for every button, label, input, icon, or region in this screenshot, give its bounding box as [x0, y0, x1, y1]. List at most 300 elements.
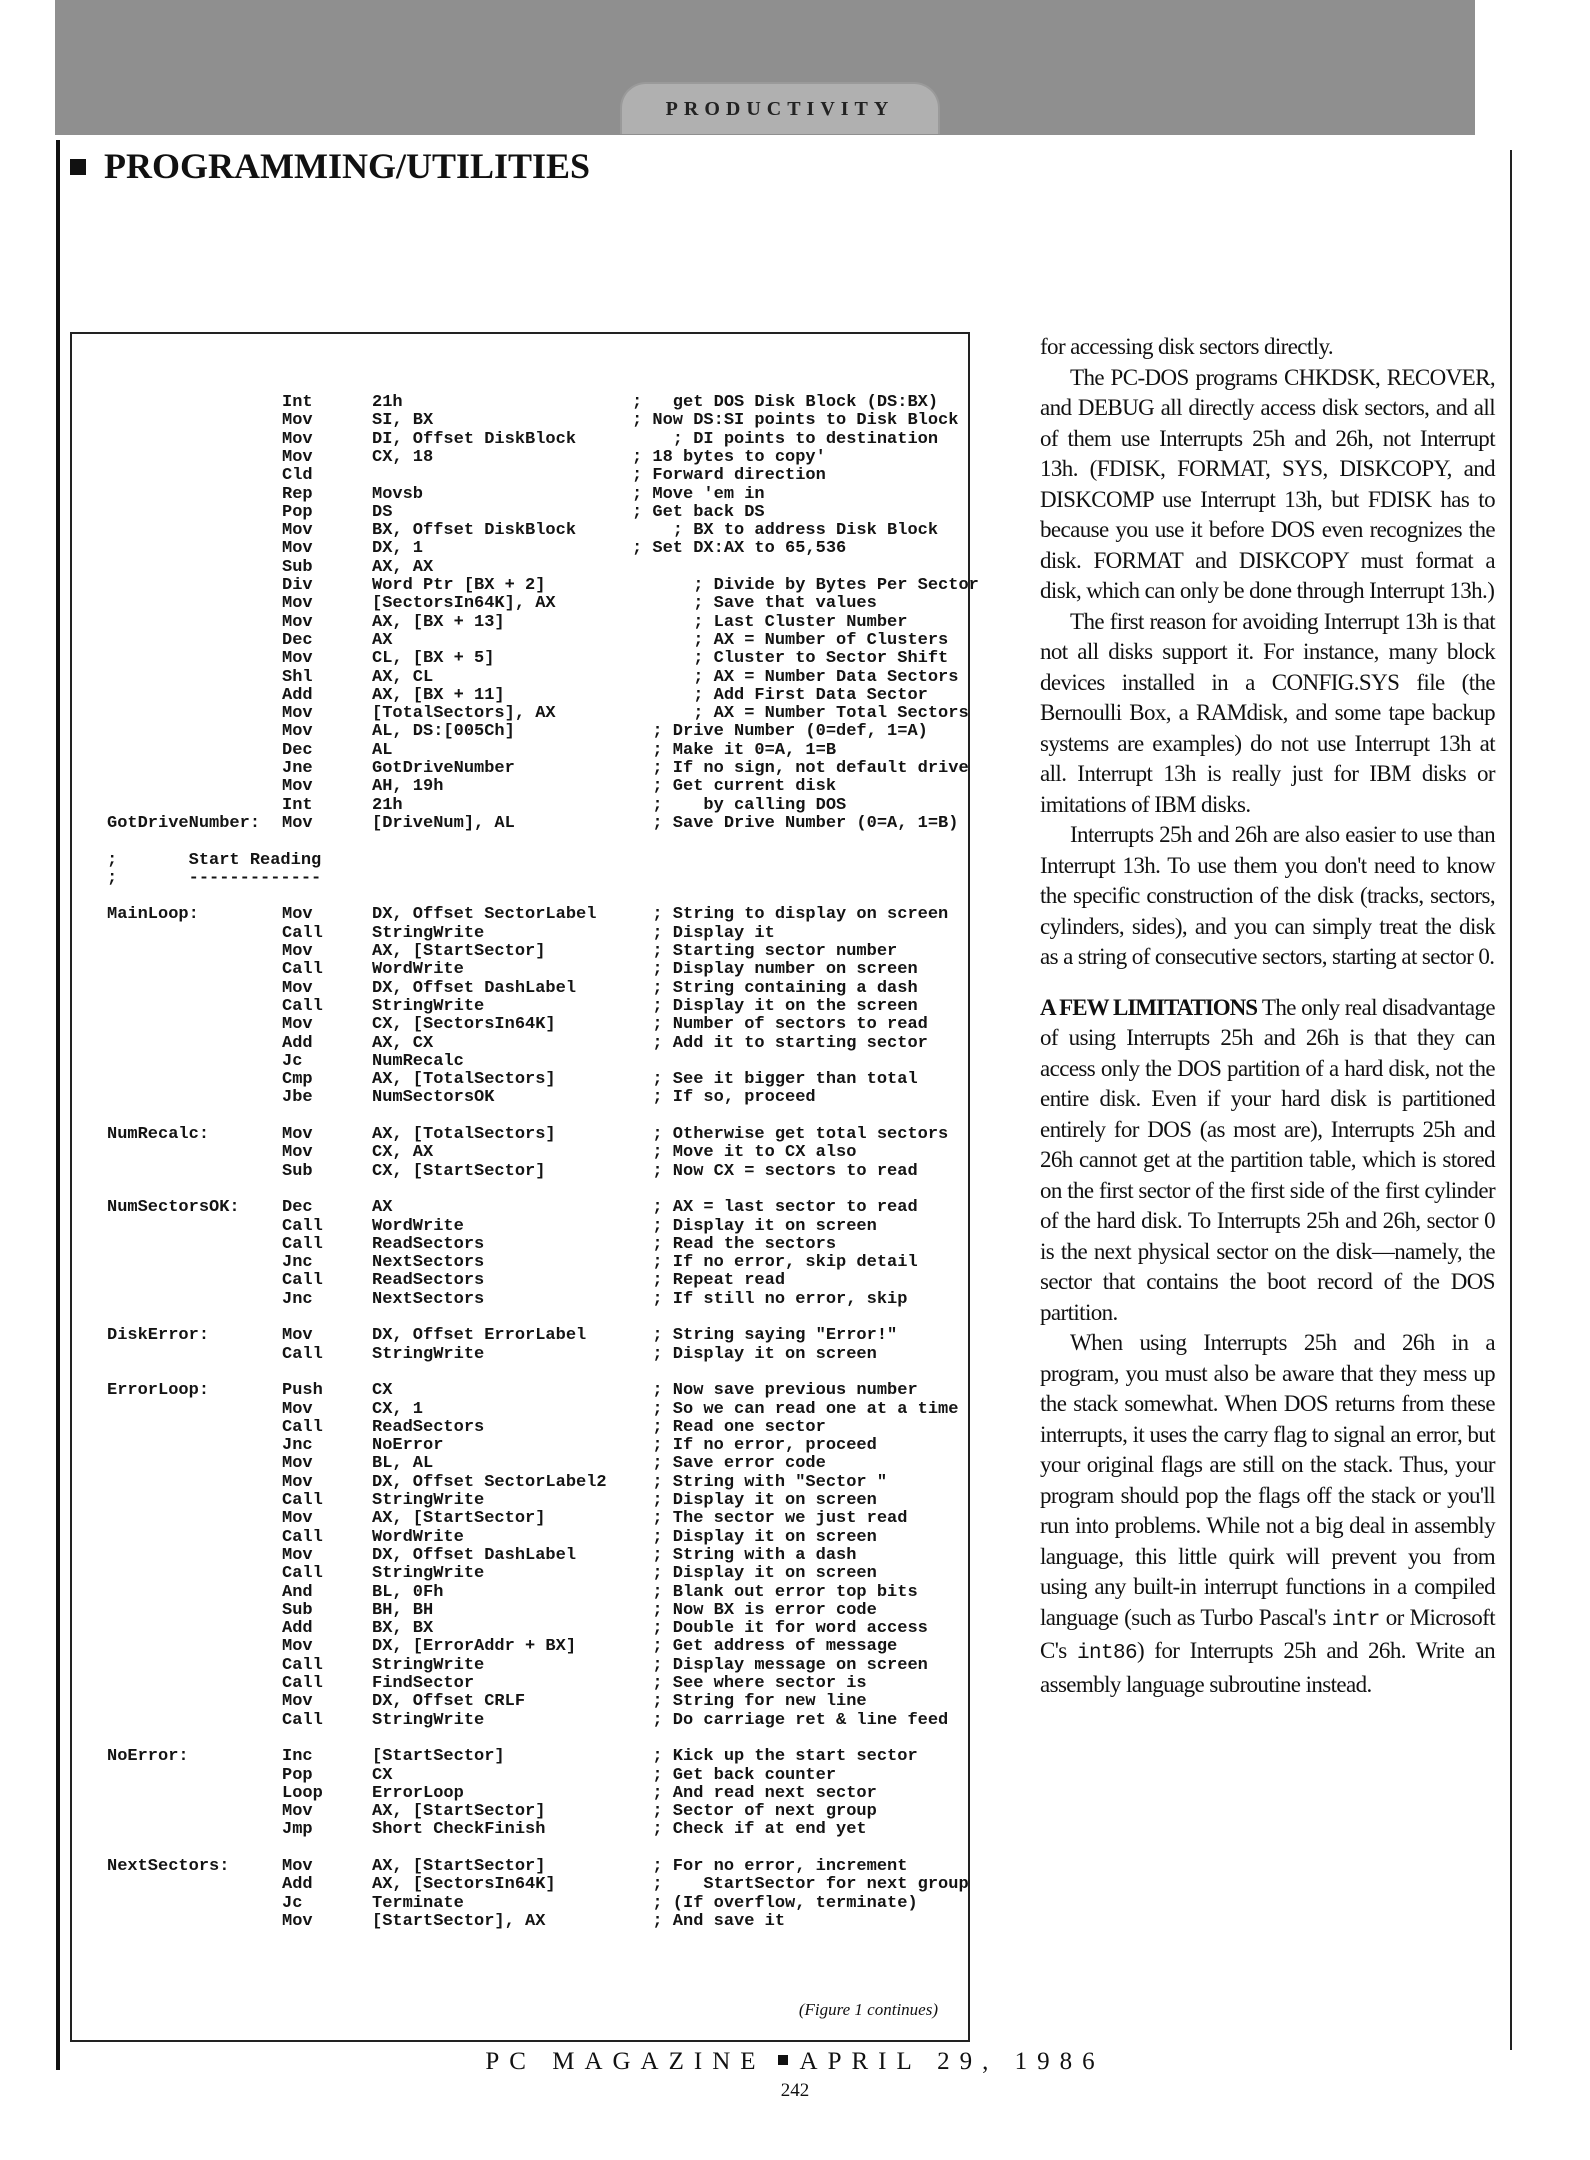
code-comment: ; Otherwise get total sectors: [632, 1125, 949, 1144]
code-operand: StringWrite: [372, 923, 485, 943]
code-comment: ; AX = Number Data Sectors: [632, 667, 959, 687]
code-label: NextSectors:: [107, 1857, 230, 1876]
figure-continues-note: (Figure 1 continues): [798, 2000, 938, 2019]
code-comment: ; Double it for word access: [632, 1619, 928, 1639]
code-operand: DX, Offset DashLabel: [372, 978, 577, 998]
code-operand: DX, Offset SectorLabel: [372, 905, 597, 925]
code-instruction: Mov: [282, 1509, 313, 1529]
article-paragraph: for accessing disk sectors directly.: [1040, 334, 1334, 359]
code-instruction: Dec: [282, 1198, 313, 1218]
code-instruction: Jmp: [282, 1820, 313, 1840]
code-comment: ; Blank out error top bits: [632, 1582, 918, 1602]
code-instruction: Mov: [282, 1454, 313, 1474]
code-comment: ; get DOS Disk Block (DS:BX): [632, 393, 939, 412]
code-comment: ; StartSector for next group: [632, 1875, 969, 1895]
code-comment: ; See it bigger than total: [632, 1070, 918, 1090]
code-line: [72, 1181, 952, 1199]
column-rule: [1510, 150, 1512, 2050]
code-comment: ; by calling DOS: [632, 795, 847, 815]
code-line: [72, 1858, 952, 1876]
code-operand: WordWrite: [372, 1216, 464, 1236]
code-label: NumRecalc:: [107, 1125, 210, 1144]
code-instruction: Mov: [282, 411, 313, 431]
code-instruction: Mov: [282, 1125, 313, 1144]
code-label: ; Start Reading: [107, 850, 322, 870]
code-instruction: Int: [282, 795, 313, 815]
code-label: NoError:: [107, 1747, 189, 1767]
code-line: [72, 1474, 952, 1492]
code-instruction: Sub: [282, 1161, 313, 1181]
code-operand: DS: [372, 502, 393, 522]
code-line: [72, 1419, 952, 1437]
code-comment: ; Last Cluster Number: [632, 612, 908, 632]
code-line: [72, 1455, 952, 1473]
code-line: [72, 1785, 952, 1803]
code-instruction: Add: [282, 1033, 313, 1053]
code-comment: ; Make it 0=A, 1=B: [632, 740, 837, 760]
code-instruction: Jnc: [282, 1253, 313, 1273]
code-instruction: Rep: [282, 484, 313, 504]
code-label: NumSectorsOK:: [107, 1198, 240, 1218]
code-instruction: Jne: [282, 759, 313, 778]
code-operand: NumRecalc: [372, 1051, 464, 1071]
code-line: [72, 650, 952, 668]
code-operand: Word Ptr [BX + 2]: [372, 576, 546, 595]
code-instruction: Mov: [282, 1472, 313, 1492]
code-operand: DX, [ErrorAddr + BX]: [372, 1637, 577, 1657]
code-line: [72, 1272, 952, 1290]
section-kicker: PRODUCTIVITY: [665, 98, 895, 120]
section-title: [70, 145, 590, 187]
code-instruction: Call: [282, 1344, 323, 1364]
code-line: [72, 1053, 952, 1071]
code-instruction: Mov: [282, 429, 313, 449]
article-paragraph: The first reason for avoiding Interrupt 13h is that not all disks support it. For instance, many block devices installed in a CONFIG.SYS file (the Bernoulli Box, a RAMdisk, and some tape backup systems are examples) do not use Interrupt 13h at all. Interrupt 13h is really just for IBM disks or imitations of IBM disks.: [1040, 608, 1495, 817]
code-line: [72, 1144, 952, 1162]
code-comment: ; Do carriage ret & line feed: [632, 1710, 949, 1730]
code-line: [72, 467, 952, 485]
code-operand: AX, [StartSector]: [372, 1857, 546, 1876]
magazine-name: PC MAGAZINE: [485, 2048, 766, 2075]
code-operand: CX: [372, 1765, 393, 1785]
code-comment: ; AX = Number Total Sectors: [632, 704, 969, 724]
code-operand: AX: [372, 1198, 393, 1218]
code-comment: ; String containing a dash: [632, 978, 918, 998]
code-instruction: Mov: [282, 1857, 313, 1876]
code-line: [72, 1875, 969, 1895]
code-label: GotDriveNumber:: [107, 813, 261, 833]
code-operand: StringWrite: [372, 996, 485, 1016]
code-comment: ; String for new line: [632, 1692, 867, 1712]
code-line: [72, 906, 952, 924]
code-comment: ; Repeat read: [632, 1271, 786, 1291]
code-line: [72, 522, 952, 540]
code-comment: ; If so, proceed: [632, 1088, 816, 1108]
code-line: [72, 1309, 952, 1327]
code-operand: NumSectorsOK: [372, 1088, 495, 1108]
issue-date: APRIL 29, 1986: [799, 2048, 1105, 2075]
code-comment: ; And save it: [632, 1911, 786, 1931]
code-comment: ; Display it on screen: [632, 1564, 877, 1584]
code-operand: BH, BH: [372, 1600, 434, 1620]
page-number: 242: [780, 2080, 810, 2101]
code-comment: ; Cluster to Sector Shift: [632, 649, 949, 669]
code-line: [72, 797, 952, 815]
code-operand: Short CheckFinish: [372, 1820, 546, 1840]
code-line: [72, 1693, 952, 1711]
code-line: [72, 1492, 952, 1510]
code-operand: AX, [TotalSectors]: [372, 1070, 556, 1090]
code-line: [72, 704, 969, 724]
code-line: [72, 1437, 952, 1455]
code-line: [72, 540, 952, 558]
code-line: [72, 1236, 952, 1254]
code-line: [72, 595, 952, 613]
code-operand: [SectorsIn64K], AX: [372, 594, 556, 614]
code-line: [72, 559, 952, 577]
code-comment: ; Drive Number (0=def, 1=A): [632, 722, 928, 742]
code-line: [72, 833, 952, 851]
code-instruction: Mov: [282, 1399, 313, 1419]
code-line: [72, 1071, 952, 1089]
code-line: [72, 1529, 952, 1547]
code-instruction: Cmp: [282, 1070, 313, 1090]
code-instruction: Add: [282, 1619, 313, 1639]
code-line: [72, 852, 952, 870]
code-instruction: Call: [282, 1417, 323, 1437]
code-operand: [DriveNum], AL: [372, 813, 515, 833]
article-paragraph: Interrupts 25h and 26h are also easier to use than Interrupt 13h. To use them you don't need to know the specific construction of the disk (tracks, sectors, cylinders, sides), and you can simply treat the disk as a string of consecutive sectors, starting at sector 0.: [1040, 822, 1495, 969]
code-line: [72, 1199, 952, 1217]
code-comment: ; Save Drive Number (0=A, 1=B): [632, 813, 959, 833]
code-comment: ; And read next sector: [632, 1783, 877, 1803]
article-paragraph: The PC-DOS programs CHKDSK, RECOVER, and DEBUG all directly access disk sectors, and all of them use Interrupts 25h and 26h, not Interrupt 13h. (FDISK, FORMAT, SYS, DISKCOPY, and DISKCOMP use Interrupt 13h, but FDISK has to because you use it before DOS even recognizes the disk. FORMAT and DISKCOPY must format a disk, which can only be done through Interrupt 13h.): [1040, 364, 1495, 603]
code-comment: ; Get back counter: [632, 1765, 837, 1785]
code-comment: ; Display message on screen: [632, 1655, 928, 1675]
code-comment: ; Add it to starting sector: [632, 1033, 928, 1053]
code-line: [72, 1016, 952, 1034]
code-line: [72, 486, 952, 504]
code-instruction: Add: [282, 685, 313, 705]
code-instruction: Pop: [282, 1765, 313, 1785]
code-operand: CX: [372, 1381, 393, 1401]
code-line: [72, 687, 952, 705]
code-operand: BX, BX: [372, 1619, 434, 1639]
article-column: [1040, 332, 1495, 1700]
code-comment: ; Move 'em in: [632, 484, 765, 504]
code-instruction: Int: [282, 393, 313, 412]
code-instruction: Push: [282, 1381, 323, 1401]
code-comment: ; If no error, skip detail: [632, 1253, 918, 1273]
code-comment: ; Get address of message: [632, 1637, 898, 1657]
code-comment: ; String to display on screen: [632, 905, 949, 925]
code-instruction: Call: [282, 1234, 323, 1254]
code-line: [72, 1565, 952, 1583]
code-instruction: Mov: [282, 1545, 313, 1565]
code-operand: ReadSectors: [372, 1417, 485, 1437]
code-line: [72, 1126, 952, 1144]
page-footer: [0, 2048, 1590, 2076]
code-operand: AX, [TotalSectors]: [372, 1125, 556, 1144]
code-instruction: Sub: [282, 557, 313, 577]
code-comment: ; AX = last sector to read: [632, 1198, 918, 1218]
code-operand: AH, 19h: [372, 777, 444, 797]
code-operand: StringWrite: [372, 1710, 485, 1730]
code-operand: NextSectors: [372, 1253, 485, 1273]
code-comment: ; Now DS:SI points to Disk Block: [632, 411, 959, 431]
code-instruction: Mov: [282, 1015, 313, 1035]
code-instruction: Mov: [282, 722, 313, 742]
code-instruction: Mov: [282, 594, 313, 614]
code-instruction: Mov: [282, 539, 313, 559]
code-operand: AX, [BX + 11]: [372, 685, 505, 705]
code-line: [72, 1291, 952, 1309]
code-instruction: Add: [282, 1875, 313, 1895]
code-comment: ; Display number on screen: [632, 960, 918, 980]
code-comment: ; Get back DS: [632, 502, 765, 522]
article-paragraph-text: or Microsoft C's: [1040, 1604, 1495, 1663]
code-label: ErrorLoop:: [107, 1381, 210, 1401]
code-line: [72, 888, 952, 906]
code-comment: ; Now CX = sectors to read: [632, 1161, 918, 1181]
bullet-square-icon: [70, 159, 86, 175]
code-operand: StringWrite: [372, 1564, 485, 1584]
code-instruction: Mov: [282, 1326, 313, 1346]
code-comment: ; Forward direction: [632, 466, 826, 486]
code-comment: ; Read one sector: [632, 1417, 826, 1437]
code-operand: GotDriveNumber: [372, 759, 515, 778]
code-comment: ; Add First Data Sector: [632, 685, 928, 705]
code-line: [72, 870, 952, 888]
code-comment: ; String saying "Error!": [632, 1326, 898, 1346]
code-instruction: And: [282, 1582, 313, 1602]
code-line: [72, 1840, 952, 1858]
code-instruction: Mov: [282, 813, 313, 833]
code-line: [72, 961, 952, 979]
code-line: [72, 742, 952, 760]
code-comment: ; Save that values: [632, 594, 877, 614]
code-comment: ; Kick up the start sector: [632, 1747, 918, 1767]
code-operand: DX, 1: [372, 539, 424, 559]
code-operand: CX, 18: [372, 447, 434, 467]
code-comment: ; String with "Sector ": [632, 1472, 888, 1492]
code-line: [72, 1510, 952, 1528]
code-instruction: Jc: [282, 1051, 303, 1071]
code-line: [72, 667, 959, 687]
code-operand: Terminate: [372, 1893, 464, 1913]
code-line: [72, 1108, 952, 1126]
code-instruction: Mov: [282, 1802, 313, 1822]
code-line: [72, 1821, 952, 1839]
article-paragraph-text: ) for Interrupts 25h and 26h. Write an assembly language subroutine instead.: [1040, 1638, 1495, 1697]
code-instruction: Cld: [282, 466, 313, 486]
code-operand: FindSector: [372, 1674, 475, 1693]
code-line: [72, 576, 979, 595]
code-instruction: Jnc: [282, 1436, 313, 1456]
section-title-text: PROGRAMMING/UTILITIES: [104, 146, 591, 186]
code-line: [72, 723, 952, 741]
code-line: [72, 1602, 952, 1620]
code-instruction: Call: [282, 960, 323, 980]
code-operand: AX, AX: [372, 557, 434, 577]
code-instruction: Mov: [282, 1637, 313, 1657]
code-instruction: Call: [282, 1271, 323, 1291]
code-line: [72, 1218, 952, 1236]
code-instruction: Mov: [282, 1692, 313, 1712]
code-comment: ; Now save previous number: [632, 1381, 918, 1401]
code-instruction: Call: [282, 1710, 323, 1730]
code-operand: ReadSectors: [372, 1271, 485, 1291]
code-operand: [StartSector], AX: [372, 1911, 546, 1931]
code-label: DiskError:: [107, 1326, 210, 1346]
code-operand: CX, [StartSector]: [372, 1161, 546, 1181]
code-instruction: Dec: [282, 630, 313, 650]
code-comment: ; If no error, proceed: [632, 1436, 877, 1456]
code-line: [72, 1035, 952, 1053]
subhead: A FEW LIMITATIONS: [1040, 994, 1258, 1020]
code-comment: ; Divide by Bytes Per Sector: [632, 576, 979, 595]
code-instruction: Mov: [282, 942, 313, 961]
code-label: MainLoop:: [107, 905, 199, 925]
code-line: [72, 1584, 952, 1602]
code-instruction: Shl: [282, 667, 313, 687]
code-comment: ; Display it on screen: [632, 1344, 877, 1364]
code-line: [72, 943, 952, 961]
code-operand: AL: [372, 740, 393, 760]
code-instruction: Jbe: [282, 1088, 313, 1108]
code-line: [72, 1803, 952, 1821]
code-comment: ; Check if at end yet: [632, 1820, 867, 1840]
code-operand: CX, [SectorsIn64K]: [372, 1015, 556, 1035]
code-line: [72, 1254, 952, 1272]
code-line: [72, 998, 952, 1016]
code-line: [72, 1913, 952, 1931]
code-line: [72, 813, 959, 833]
code-instruction: Mov: [282, 612, 313, 632]
code-instruction: Mov: [282, 978, 313, 998]
code-operand: ErrorLoop: [372, 1783, 464, 1803]
code-comment: ; Display it on screen: [632, 1491, 877, 1510]
code-operand: StringWrite: [372, 1491, 485, 1510]
code-operand: SI, BX: [372, 411, 434, 431]
code-comment: ; Display it on screen: [632, 1527, 877, 1547]
code-operand: DI, Offset DiskBlock: [372, 429, 577, 449]
code-operand: WordWrite: [372, 960, 464, 980]
code-instruction: Call: [282, 1527, 323, 1547]
code-comment: ; (If overflow, terminate): [632, 1893, 918, 1913]
code-instruction: Inc: [282, 1747, 313, 1767]
code-operand: StringWrite: [372, 1655, 485, 1675]
code-line: [72, 1895, 952, 1913]
code-instruction: Call: [282, 996, 323, 1016]
section-bar: [56, 140, 60, 2070]
code-operand: AX, [BX + 13]: [372, 612, 505, 632]
code-instruction: Loop: [282, 1783, 323, 1803]
code-instruction: Call: [282, 923, 323, 943]
code-comment: ; If no sign, not default drive: [632, 759, 969, 778]
code-comment: ; BX to address Disk Block: [632, 521, 939, 541]
code-comment: ; If still no error, skip: [632, 1289, 908, 1309]
code-line: [72, 1547, 952, 1565]
code-line: [72, 1382, 952, 1400]
code-comment: ; Display it on screen: [632, 1216, 877, 1236]
code-line: [72, 1399, 959, 1419]
code-instruction: Sub: [282, 1600, 313, 1620]
code-comment: ; Save error code: [632, 1454, 826, 1474]
code-operand: 21h: [372, 393, 403, 412]
code-comment: ; DI points to destination: [632, 429, 939, 449]
code-comment: ; Move it to CX also: [632, 1143, 857, 1163]
code-line: [72, 504, 952, 522]
code-operand: AL, DS:[005Ch]: [372, 722, 515, 742]
code-line: [72, 1638, 952, 1656]
code-line: [72, 1675, 952, 1693]
article-paragraph-text: The only real disadvantage of using Interrupts 25h and 26h is that they can access only the DOS partition of a hard disk, not the entire disk. Even if your hard disk is partitioned entirely for DOS (as most are), Interrupts 25h and 26h cannot get at the partition table, which is stored on the first sector of the first side of the first cylinder of the hard disk. To Interrupts 25h and 26h, sector 0 is the next physical sector on the disk—namely, the sector that contains the boot record of the DOS partition.: [1040, 994, 1495, 1325]
code-operand: 21h: [372, 795, 403, 815]
code-operand: BX, Offset DiskBlock: [372, 521, 577, 541]
inline-code: intr: [1331, 1608, 1380, 1632]
code-operand: CL, [BX + 5]: [372, 649, 495, 669]
code-operand: WordWrite: [372, 1527, 464, 1547]
code-comment: ; String with a dash: [632, 1545, 857, 1565]
code-operand: [TotalSectors], AX: [372, 704, 556, 724]
code-line: [72, 632, 952, 650]
code-comment: ; Read the sectors: [632, 1234, 837, 1254]
code-line: [72, 1089, 952, 1107]
code-line: [72, 1620, 952, 1638]
code-operand: DX, Offset ErrorLabel: [372, 1326, 587, 1346]
code-line: [72, 759, 969, 778]
code-line: [72, 925, 952, 943]
code-line: [72, 1364, 952, 1382]
inline-code: int86: [1076, 1642, 1137, 1665]
code-operand: DX, Offset SectorLabel2: [372, 1472, 607, 1492]
code-comment: ; See where sector is: [632, 1674, 867, 1693]
code-comment: ; Now BX is error code: [632, 1600, 877, 1620]
code-comment: ; So we can read one at a time: [632, 1399, 959, 1419]
code-instruction: Jnc: [282, 1289, 313, 1309]
code-instruction: Dec: [282, 740, 313, 760]
code-line: [72, 1748, 952, 1766]
code-operand: CX, 1: [372, 1399, 424, 1419]
code-label: ; -------------: [107, 868, 322, 888]
code-operand: ReadSectors: [372, 1234, 485, 1254]
code-instruction: Call: [282, 1216, 323, 1236]
code-instruction: Mov: [282, 704, 313, 724]
code-operand: CX, AX: [372, 1143, 434, 1163]
article-paragraph: [1040, 1328, 1495, 1700]
code-instruction: Mov: [282, 521, 313, 541]
code-operand: Movsb: [372, 484, 424, 504]
code-operand: AX, CL: [372, 667, 434, 687]
code-operand: NoError: [372, 1436, 444, 1456]
article-paragraph: [1040, 993, 1495, 1329]
code-comment: ; AX = Number of Clusters: [632, 630, 949, 650]
code-comment: ; The sector we just read: [632, 1509, 908, 1529]
code-instruction: Mov: [282, 777, 313, 797]
code-instruction: Mov: [282, 1911, 313, 1931]
code-operand: StringWrite: [372, 1344, 485, 1364]
code-comment: ; Sector of next group: [632, 1802, 877, 1822]
code-comment: ; Get current disk: [632, 777, 837, 797]
code-instruction: Mov: [282, 447, 313, 467]
code-comment: ; Display it on the screen: [632, 996, 918, 1016]
code-operand: BL, AL: [372, 1454, 434, 1474]
code-operand: AX, CX: [372, 1033, 434, 1053]
code-instruction: Mov: [282, 649, 313, 669]
code-line: [72, 431, 952, 449]
code-instruction: Call: [282, 1491, 323, 1510]
